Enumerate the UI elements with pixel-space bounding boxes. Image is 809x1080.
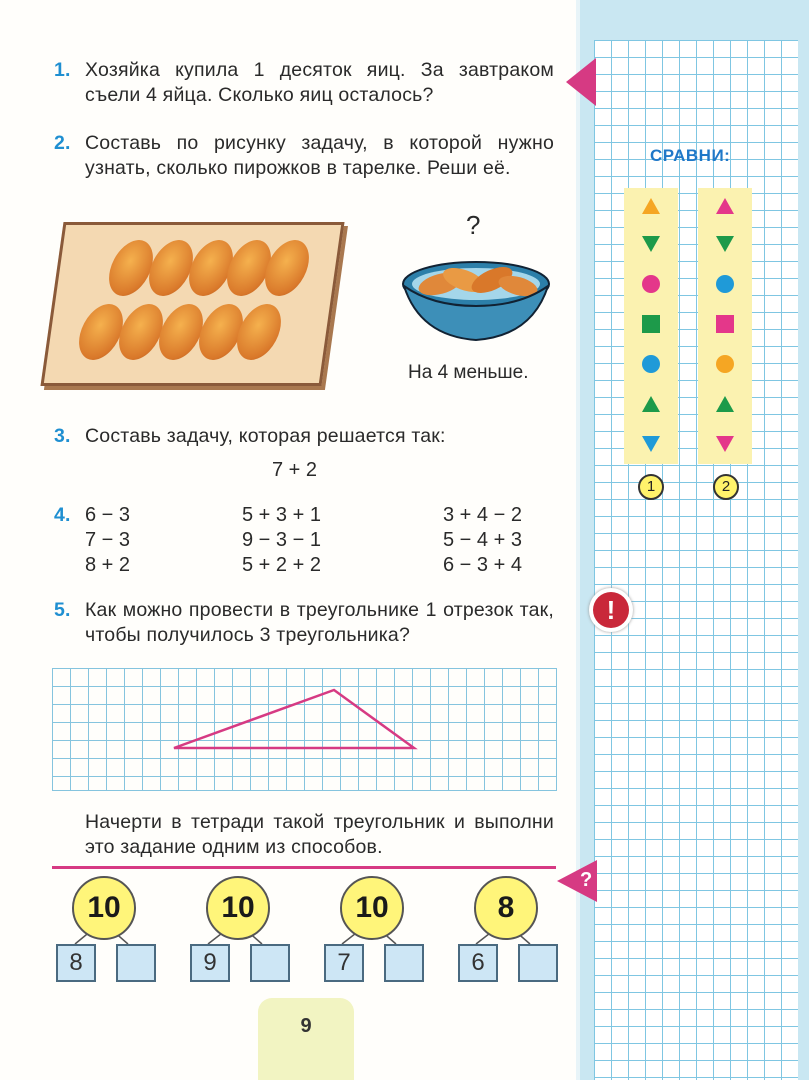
- task-2: [54, 131, 554, 181]
- bowl-illustration: [400, 256, 552, 348]
- task-pointer-triangle: [566, 58, 596, 106]
- task-1-text: Хозяйка купила 1 десяток яиц. За завтраком съели 4 яйца. Сколько яиц осталось?: [85, 59, 554, 106]
- blank-box[interactable]: [116, 944, 156, 982]
- instruction-text: Начерти в тетради такой треугольник и выполни это задание одним из способов.: [85, 811, 554, 858]
- total-circle: 10: [340, 876, 404, 940]
- triangle-down-pink-icon: [715, 434, 735, 454]
- part-box: 6: [458, 944, 498, 982]
- section-divider: [52, 866, 556, 869]
- blank-box[interactable]: [250, 944, 290, 982]
- expression: 9 − 3 − 1: [242, 529, 321, 551]
- instruction: [54, 810, 554, 860]
- task-3: [54, 424, 554, 449]
- expression: 6 − 3: [85, 504, 131, 526]
- triangle-down-green-icon: [715, 234, 735, 254]
- triangle-up-green-icon: [641, 394, 661, 414]
- expression: 6 − 3 + 4: [443, 554, 522, 576]
- compare-title: СРАВНИ:: [650, 146, 731, 165]
- total-circle: 10: [206, 876, 270, 940]
- square-pink-icon: [715, 314, 735, 334]
- triangle-down-green-icon: [641, 234, 661, 254]
- task-5-text: Как можно провести в треугольнике 1 отрезок так, чтобы получилось 3 треугольника?: [85, 599, 554, 646]
- shape-column-1: [624, 188, 678, 464]
- page-number: 9: [258, 998, 354, 1080]
- help-icon: ?: [580, 869, 593, 891]
- task-5: [54, 598, 554, 648]
- bowl-caption: На 4 меньше.: [408, 362, 529, 383]
- circle-orange-icon: [715, 354, 735, 374]
- expression: 5 + 2 + 2: [242, 554, 321, 576]
- task-1: [54, 58, 554, 108]
- column-2-label: 2: [713, 474, 739, 500]
- triangle-up-green-icon: [715, 394, 735, 414]
- task-2-text: Составь по рисунку задачу, в которой нужно узнать, сколько пирожков в тарелке. Реши её.: [85, 132, 554, 179]
- blank-box[interactable]: [384, 944, 424, 982]
- expression: 8 + 2: [85, 554, 131, 576]
- circle-blue-icon: [641, 354, 661, 374]
- square-green-icon: [641, 314, 661, 334]
- triangle-up-orange-icon: [641, 196, 661, 216]
- expression: 3 + 4 − 2: [443, 504, 522, 526]
- blank-box[interactable]: [518, 944, 558, 982]
- task-4-number: 4.: [54, 504, 71, 526]
- expression: 5 + 3 + 1: [242, 504, 321, 526]
- column-1-label: 1: [638, 474, 664, 500]
- attention-badge: [589, 588, 633, 632]
- part-box: 9: [190, 944, 230, 982]
- circle-pink-icon: [641, 274, 661, 294]
- task-1-number: 1.: [54, 59, 71, 81]
- task-3-expression: 7 + 2: [272, 459, 318, 481]
- total-circle: 10: [72, 876, 136, 940]
- task-2-number: 2.: [54, 132, 71, 154]
- triangle-down-blue-icon: [641, 434, 661, 454]
- part-box: 7: [324, 944, 364, 982]
- part-box: 8: [56, 944, 96, 982]
- circle-blue-icon: [715, 274, 735, 294]
- task-3-number: 3.: [54, 425, 71, 447]
- triangle-figure: [52, 668, 556, 790]
- shape-column-2: [698, 188, 752, 464]
- expression: 7 − 3: [85, 529, 131, 551]
- exclamation-icon: !: [593, 592, 629, 628]
- expression: 5 − 4 + 3: [443, 529, 522, 551]
- triangle-up-pink-icon: [715, 196, 735, 216]
- question-mark: ?: [466, 210, 481, 240]
- task-3-text: Составь задачу, которая решается так:: [85, 425, 446, 447]
- task-5-number: 5.: [54, 599, 71, 621]
- total-circle: 8: [474, 876, 538, 940]
